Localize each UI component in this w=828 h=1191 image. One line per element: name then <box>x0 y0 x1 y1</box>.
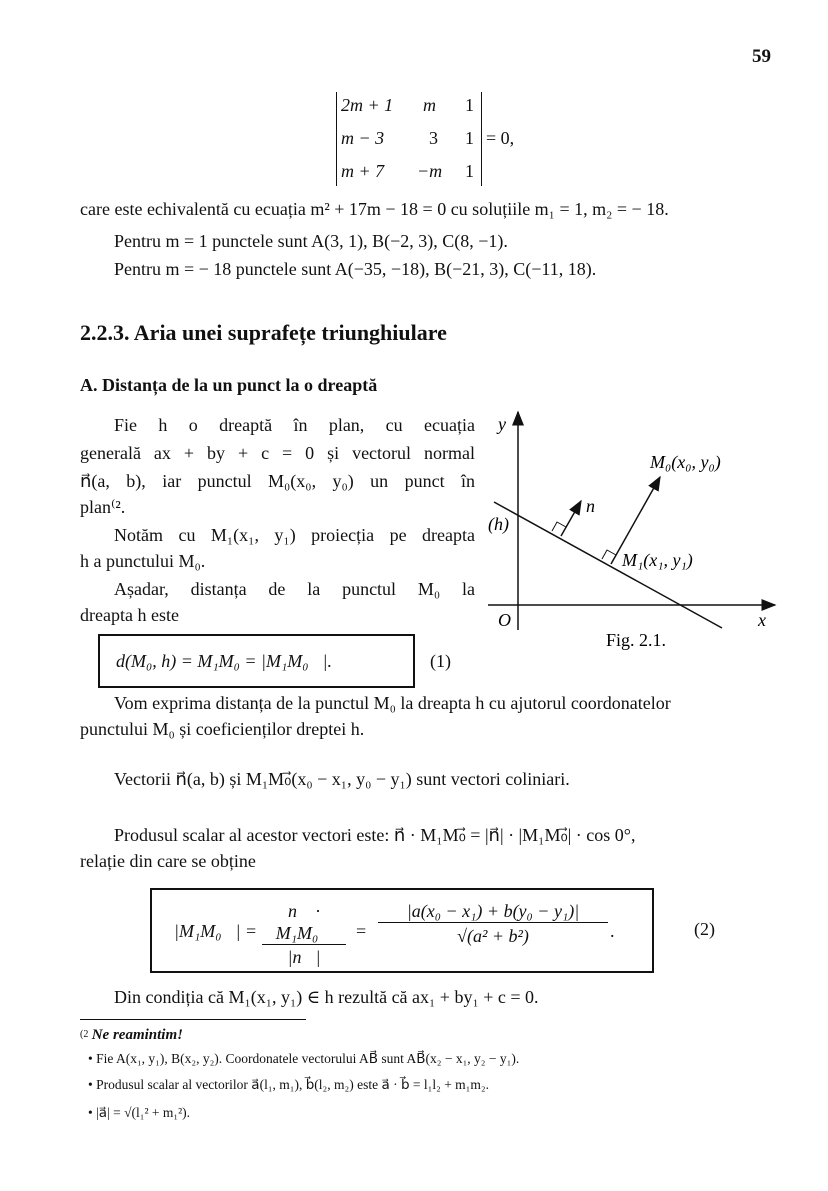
paragraph-line: Așadar, distanța de la punctul M₀ la <box>114 579 475 599</box>
normal-vector-arrow <box>561 501 581 536</box>
formula-2-end: . <box>610 921 615 941</box>
m1-label: M₁(x₁, y₁) <box>622 550 693 570</box>
fraction-1-numerator: n⃗ · M₁M₀⃗ <box>262 900 346 945</box>
normal-label: n⃗ <box>586 496 610 516</box>
footnote-title: Ne reamintim! <box>91 1027 183 1043</box>
determinant <box>336 92 482 186</box>
footnote-item: • |a⃗| = √(l₁² + m₁²). <box>88 1105 191 1120</box>
formula-2-number: (2) <box>694 919 715 939</box>
det-cell: m <box>423 95 436 115</box>
det-cell: 3 <box>429 128 438 148</box>
paragraph-line: generală ax + by + c = 0 și vectorul normal <box>80 443 475 463</box>
det-cell: −m <box>417 161 443 181</box>
footnote-item: • Fie A(x₁, y₁), B(x₂, y₂). Coordonatele vectorului AB⃗ sunt AB⃗(x₂ − x₁, y₂ − y₁). <box>88 1051 520 1066</box>
paragraph-line: Din condiția că M₁(x₁, y₁) ∈ h rezultă că ax₁ + by₁ + c = 0. <box>114 987 539 1007</box>
formula-2-lhs: |M₁M₀⃗| = <box>174 921 258 941</box>
fraction-2 <box>378 900 608 949</box>
det-cell: m − 3 <box>341 128 385 148</box>
det-cell: 1 <box>465 128 474 148</box>
det-cell: 2m + 1 <box>341 95 394 115</box>
fraction-1-denominator: |n⃗| <box>287 947 321 967</box>
det-cell: 1 <box>465 161 474 181</box>
formula-1-number: (1) <box>430 651 451 671</box>
formula-2-eq: = <box>356 921 367 941</box>
text-line: Pentru m = 1 punctele sunt A(3, 1), B(−2, 3), C(8, −1). <box>114 231 508 251</box>
figure-caption: Fig. 2.1. <box>606 630 667 650</box>
paragraph-line: Fie h o dreaptă în plan, cu ecuația <box>114 415 475 435</box>
paragraph-line: Vom exprima distanța de la punctul M₀ la dreapta h cu ajutorul coordonatelor <box>114 693 671 713</box>
footnote-heading <box>80 1026 183 1044</box>
formula-2-box <box>150 888 654 973</box>
paragraph-line: n⃗(a, b), iar punctul M₀(x₀, y₀) un punct în <box>80 471 475 491</box>
section-heading: 2.2.3. Aria unei suprafețe triunghiulare <box>80 320 447 345</box>
text-line: Pentru m = − 18 punctele sunt A(−35, −18), B(−21, 3), C(−11, 18). <box>114 259 597 279</box>
paragraph-line: punctului M₀ și coeficienților dreptei h. <box>80 719 365 739</box>
footnote-marker: (2 <box>80 1029 89 1040</box>
paragraph-line: plan⁽². <box>80 497 126 517</box>
paragraph-line: Produsul scalar al acestor vectori este: n⃗ · M₁M₀⃗ = |n⃗| · |M₁M₀⃗| · cos 0°, <box>114 825 636 845</box>
footnote-divider <box>80 1019 306 1020</box>
det-cell: m + 7 <box>341 161 385 181</box>
line-label: (h) <box>488 514 509 534</box>
paragraph-line: Vectorii n⃗(a, b) și M₁M₀⃗(x₀ − x₁, y₀ − y₁) sunt vectori coliniari. <box>114 769 570 789</box>
fraction-1 <box>262 900 346 969</box>
origin-label: O <box>498 610 511 630</box>
paragraph-line: Notăm cu M₁(x₁, y₁) proiecția pe dreapta <box>114 525 475 545</box>
det-cell: 1 <box>465 95 474 115</box>
m0-label: M₀(x₀, y₀) <box>650 452 721 472</box>
formula-1: d(M₀, h) = M₁M₀ = |M₁M₀⃗|. <box>116 651 332 671</box>
fraction-2-denominator: √(a² + b²) <box>457 926 529 946</box>
paragraph-line: dreapta h este <box>80 605 179 625</box>
det-equals: = 0, <box>486 128 515 148</box>
figure-2-1 <box>480 400 780 650</box>
x-label: x <box>758 610 766 630</box>
footnote-item: • Produsul scalar al vectorilor a⃗(l₁, m₁), b⃗(l₂, m₂) este a⃗ · b⃗ = l₁l₂ + m₁m₂. <box>88 1077 489 1092</box>
text-line: care este echivalentă cu ecuația m² + 17m − 18 = 0 cu soluțiile m₁ = 1, m₂ = − 18. <box>80 199 669 219</box>
subsection-heading: A. Distanța de la un punct la o dreaptă <box>80 375 378 395</box>
page-number: 59 <box>752 46 771 67</box>
paragraph-line: h a punctului M₀. <box>80 551 206 571</box>
paragraph-line: relație din care se obține <box>80 851 256 871</box>
y-label: y <box>498 414 506 434</box>
formula-1-box <box>98 634 415 688</box>
fraction-2-numerator: |a(x₀ − x₁) + b(y₀ − y₁)| <box>378 900 608 923</box>
